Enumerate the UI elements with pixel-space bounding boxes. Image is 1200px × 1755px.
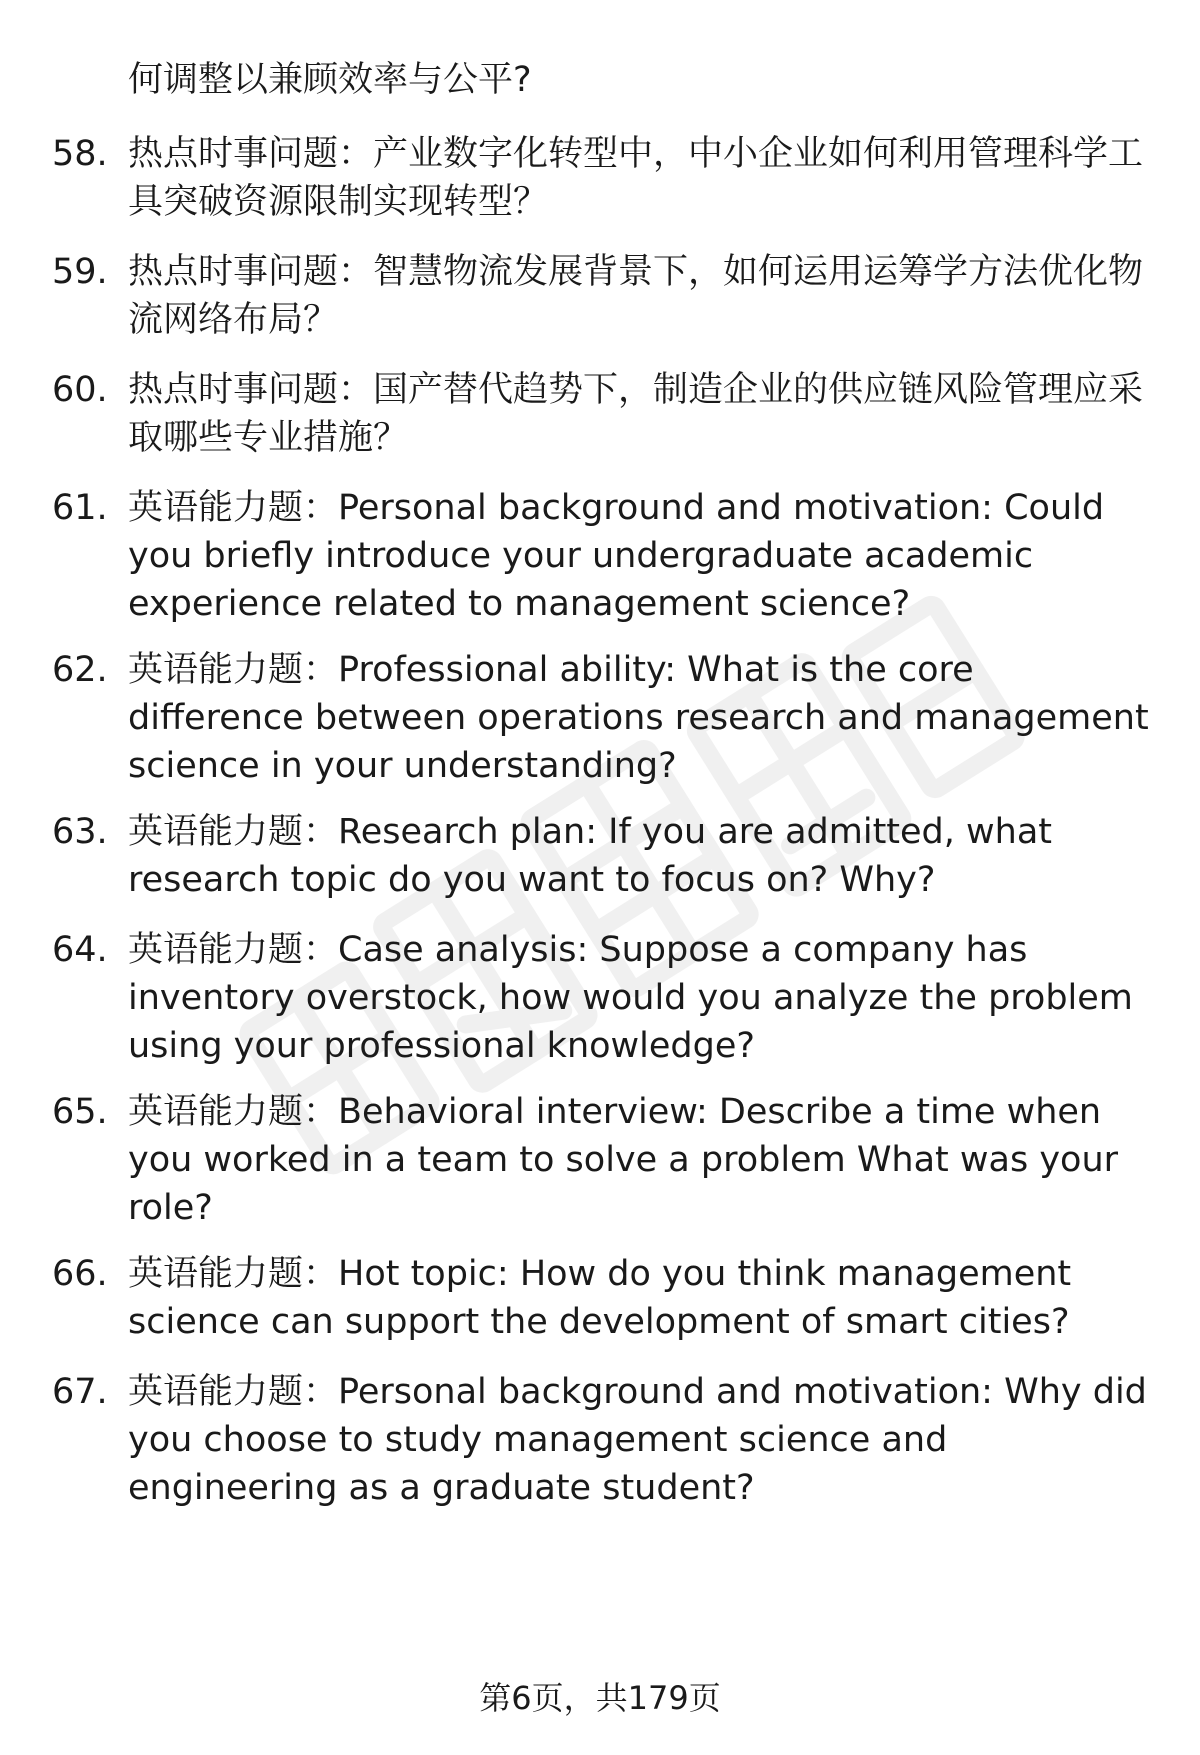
item-text: 英语能力题：Professional ability: What is the core difference between operations research and management science in your understanding? [128, 650, 1149, 786]
item-text: 热点时事问题：产业数字化转型中，中小企业如何利用管理科学工具突破资源限制实现转型？ [128, 134, 1144, 222]
item-text: 热点时事问题：国产替代趋势下，制造企业的供应链风险管理应采取哪些专业措施？ [128, 370, 1144, 458]
page-footer: 第6页，共179页 [479, 1679, 721, 1717]
item-number: 65. [52, 1092, 108, 1132]
item-number: 67. [52, 1372, 108, 1412]
item-text: 英语能力题：Case analysis: Suppose a company has inventory overstock, how would you analyze the problem using your professional knowledge? [128, 930, 1133, 1066]
item-text: 英语能力题：Hot topic: How do you think management science can support the development of smart cities? [128, 1254, 1072, 1342]
item-number: 66. [52, 1254, 108, 1294]
item-number: 64. [52, 930, 108, 970]
item-text: 英语能力题：Personal background and motivation: Why did you choose to study management science and engineering as a graduate student? [128, 1372, 1147, 1508]
item-number: 58. [52, 134, 108, 174]
continued-question-text: 何调整以兼顾效率与公平? [128, 60, 532, 100]
item-text: 热点时事问题：智慧物流发展背景下，如何运用运筹学方法优化物流网络布局？ [128, 252, 1144, 340]
item-number: 63. [52, 812, 108, 852]
item-number: 60. [52, 370, 108, 410]
item-number: 61. [52, 488, 108, 528]
item-text: 英语能力题：Behavioral interview: Describe a time when you worked in a team to solve a problem What was your role? [128, 1092, 1119, 1228]
item-text: 英语能力题：Research plan: If you are admitted, what research topic do you want to focus on? Why? [128, 812, 1052, 900]
item-number: 59. [52, 252, 108, 292]
item-number: 62. [52, 650, 108, 690]
item-text: 英语能力题：Personal background and motivation: Could you briefly introduce your undergraduate academic experience related to management science? [128, 488, 1105, 624]
